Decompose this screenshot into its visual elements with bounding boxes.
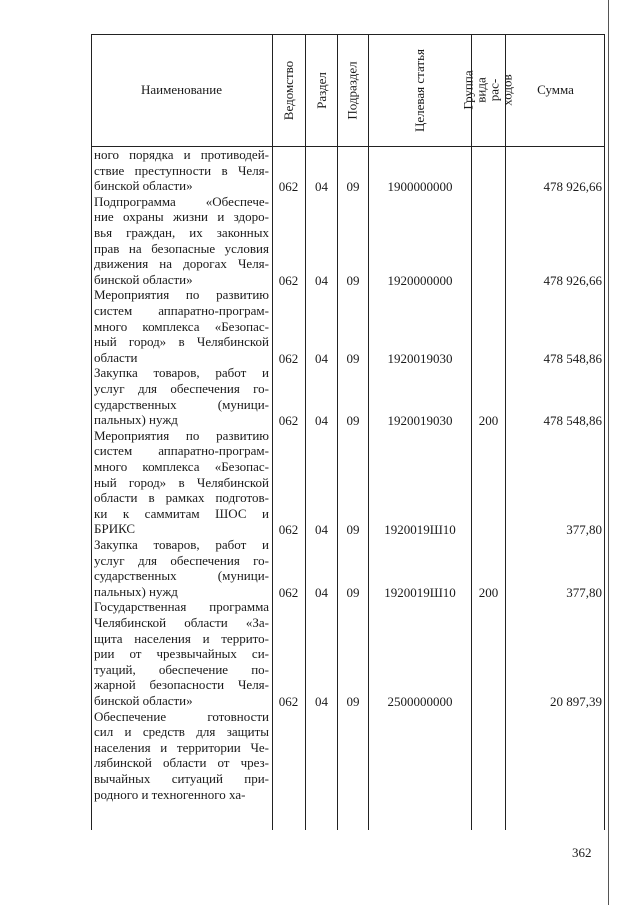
cell-vedomstvo: 062 [278, 694, 299, 709]
row-name-line: пальных) нужд [94, 583, 178, 599]
cell-celevaya: 1920019030 [387, 350, 453, 366]
row-name-line: бинской области» [94, 178, 193, 194]
row-name [94, 365, 269, 427]
row-name-line: сил и средств для защиты [94, 724, 269, 740]
row-name [94, 537, 269, 599]
row-name-line: сударственных (муници- [94, 396, 269, 412]
row-name-line: много комплекса «Безопас- [94, 458, 269, 474]
cell-gruppa: 200 [478, 413, 499, 429]
row-name-line: услуг для обеспечения го- [94, 552, 269, 568]
budget-table [91, 34, 605, 830]
cell-celevaya: 1920000000 [387, 272, 453, 288]
col-border [91, 34, 92, 830]
header-summa: Сумма [537, 82, 574, 97]
row-name-line: Мероприятия по развитию [94, 427, 269, 443]
page-edge-line [608, 0, 609, 905]
row-name [94, 147, 269, 194]
cell-vedomstvo: 062 [278, 413, 299, 429]
row-name-line: щита населения и террито- [94, 630, 269, 646]
row-name-line: бинской области» [94, 692, 193, 708]
header-celevaya: Целевая статья [411, 48, 427, 132]
cell-summa: 478 548,86 [543, 350, 602, 366]
page-number: 362 [572, 845, 592, 860]
row-name-line: систем аппаратно-програм- [94, 302, 269, 318]
row-name-line: ный город» в Челябинской [94, 334, 269, 350]
row-name [94, 428, 269, 537]
row-name-line: услуг для обеспечения го- [94, 380, 269, 396]
cell-summa: 20 897,39 [550, 694, 602, 709]
row-name-line: населения и территории Че- [94, 739, 269, 755]
row-name-line: Подпрограмма «Обеспече- [94, 193, 269, 209]
cell-celevaya: 1900000000 [387, 179, 453, 195]
cell-podrazdel: 09 [346, 413, 360, 429]
cell-vedomstvo: 062 [278, 350, 299, 366]
cell-podrazdel: 09 [346, 584, 360, 600]
cell-summa: 478 926,66 [543, 179, 602, 195]
row-name-line: движения на дорогах Челя- [94, 256, 269, 272]
cell-vedomstvo: 062 [278, 179, 299, 195]
row-name-line: ки к саммитам ШОС и [94, 505, 269, 521]
row-name-line: пальных) нужд [94, 412, 178, 428]
row-name-line: прав на безопасные условия [94, 240, 269, 256]
row-name-line: вья граждан, их законных [94, 224, 269, 240]
col-border [305, 34, 306, 830]
row-name-line: Закупка товаров, работ и [94, 365, 269, 381]
cell-gruppa: 200 [478, 584, 499, 600]
col-border [604, 34, 605, 830]
row-name-line: жарной безопасности Челя- [94, 677, 269, 693]
cell-vedomstvo: 062 [278, 522, 299, 538]
header-gruppa: Группа вида рас- ходов [461, 70, 515, 110]
row-name-line: ный город» в Челябинской [94, 474, 269, 490]
cell-razdel: 04 [315, 413, 328, 429]
header-name: Наименование [141, 82, 222, 97]
cell-celevaya: 1920019030 [387, 413, 453, 429]
cell-podrazdel: 09 [346, 272, 360, 288]
cell-celevaya: 1920019Ш10 [384, 522, 456, 538]
row-name-line: области в рамках подготов- [94, 490, 269, 506]
col-border [272, 34, 273, 830]
col-border [337, 34, 338, 830]
cell-vedomstvo: 062 [278, 272, 299, 288]
row-name-line: бинской области» [94, 271, 193, 287]
row-name [94, 194, 269, 288]
header-podrazdel: Подраздел [345, 60, 361, 120]
header-vedomstvo: Ведомство [281, 60, 296, 120]
row-name-line: Мероприятия по развитию [94, 287, 269, 303]
cell-podrazdel: 09 [346, 694, 360, 709]
row-name [94, 287, 269, 365]
cell-razdel: 04 [315, 350, 328, 366]
cell-razdel: 04 [315, 522, 328, 538]
cell-razdel: 04 [315, 694, 328, 709]
row-name-line: лябинской области от чрез- [94, 755, 269, 771]
row-name-line: ние охраны жизни и здоро- [94, 209, 269, 225]
cell-celevaya: 2500000000 [387, 694, 453, 709]
cell-celevaya: 1920019Ш10 [384, 584, 456, 600]
cell-razdel: 04 [315, 272, 328, 288]
row-name-line: области [94, 349, 138, 365]
row-name-line: ного порядка и противодей- [94, 147, 269, 162]
col-border [368, 34, 369, 830]
cell-summa: 478 926,66 [543, 272, 602, 288]
cell-razdel: 04 [315, 179, 328, 195]
row-name [94, 709, 269, 803]
row-name-line: вычайных ситуаций при- [94, 770, 269, 786]
row-name-line: рии от чрезвычайных си- [94, 646, 269, 662]
row-name-line: туаций, обеспечение по- [94, 661, 269, 677]
col-border [471, 34, 472, 830]
row-name-line: Государственная программа [94, 599, 269, 615]
row-name-line: Челябинской области «За- [94, 614, 269, 630]
row-name-line: Обеспечение готовности [94, 708, 269, 724]
row-name-line: ствие преступности в Челя- [94, 162, 269, 178]
row-name-line: систем аппаратно-програм- [94, 443, 269, 459]
row-name [94, 599, 269, 708]
cell-vedomstvo: 062 [278, 584, 299, 600]
cell-summa: 377,80 [566, 522, 602, 538]
row-name-line: БРИКС [94, 521, 136, 537]
row-name-line: много комплекса «Безопас- [94, 318, 269, 334]
cell-summa: 478 548,86 [543, 413, 602, 429]
row-name-line: Закупка товаров, работ и [94, 537, 269, 552]
cell-podrazdel: 09 [346, 350, 360, 366]
header-razdel: Раздел [313, 71, 329, 109]
col-border [505, 34, 506, 830]
row-name-line: родного и техногенного ха- [94, 786, 246, 802]
cell-podrazdel: 09 [346, 522, 360, 538]
cell-summa: 377,80 [566, 584, 602, 600]
cell-razdel: 04 [315, 584, 328, 600]
cell-podrazdel: 09 [346, 179, 360, 195]
row-name-line: сударственных (муници- [94, 568, 269, 584]
